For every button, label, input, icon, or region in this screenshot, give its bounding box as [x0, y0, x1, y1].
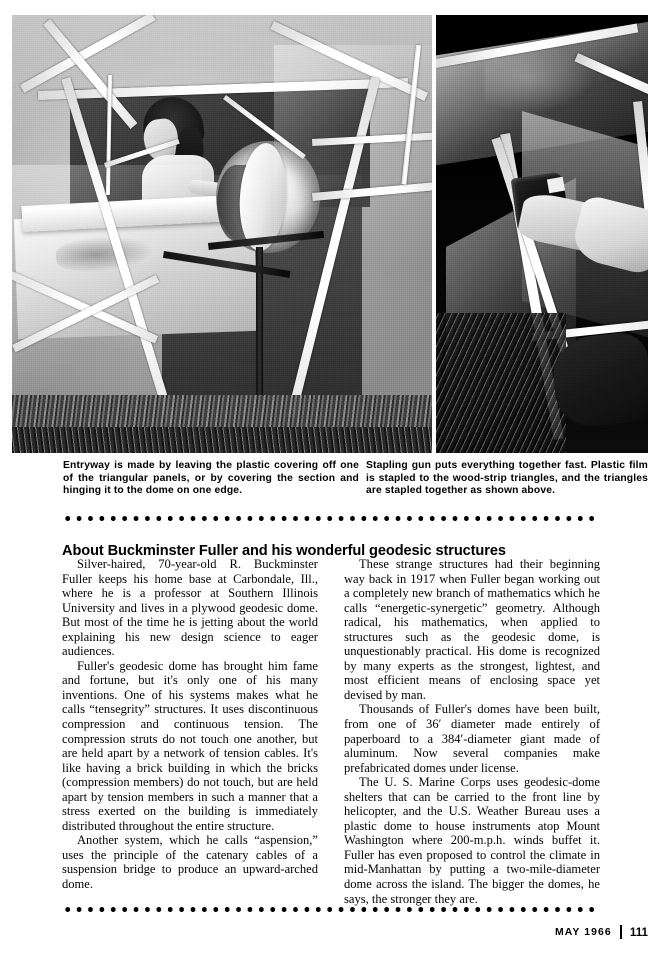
- caption-row: [12, 460, 648, 498]
- page-number: 111: [629, 925, 648, 939]
- caption-dome-interior: Entryway is made by leaving the plastic covering off one of the triangular panels, or by covering the section and hinging it to the dome on one edge.: [63, 460, 359, 497]
- dotted-rule-top: [62, 516, 598, 521]
- paragraph: The U. S. Marine Corps uses geodesic-dome shelters that can be carried to the front line by helicopter, and the U.S. Weather Bureau uses a plastic dome to house instruments atop Mount Washington where 200-m.p.h. winds buffet it. Fuller has even proposed to control the climate in mid-Manhattan by putting a two-mile-diameter dome across the island. The bigger the domes, he says, the stronger they are.: [344, 775, 600, 906]
- caption-stapling-gun: Stapling gun puts everything together fast. Plastic film is stapled to the wood-strip triangles, and the triangles are stapled together as shown above.: [366, 460, 648, 497]
- dotted-rule-bottom: [62, 907, 598, 912]
- paragraph: Another system, which he calls “aspension,” uses the principle of the catenary cables of a suspension bridge to produce an upward-arched dome.: [62, 833, 318, 892]
- paragraph: These strange structures had their beginning way back in 1917 when Fuller began working out a completely new branch of mathematics which he calls “energetic-synergetic” geometry. Although radical, his mathematics, when applied to structures such as the geodesic dome, is unquestionably practical. His dome is recognized by many experts as the strongest, lightest, and most efficient means of enclosing space yet devised by man.: [344, 557, 600, 702]
- page-footer: [555, 925, 648, 939]
- article-column-left: [62, 557, 318, 906]
- issue-date: MAY 1966: [554, 926, 612, 938]
- article-body: [62, 557, 600, 906]
- footer-divider: [620, 925, 622, 939]
- paragraph: Thousands of Fuller's domes have been built, from one of 36′ diameter made entirely of paperboard to a 384′-diameter giant made of aluminum. Now several companies make prefabricated domes under license.: [344, 702, 600, 775]
- ground-gravel-detail: [12, 427, 432, 453]
- photo-row: [12, 15, 648, 453]
- gravel-ground: [436, 313, 566, 453]
- stapling-gun-photo: [436, 15, 648, 453]
- dome-interior-photo: [12, 15, 432, 453]
- article-headline: About Buckminster Fuller and his wonderful geodesic structures: [62, 542, 506, 559]
- paragraph: Silver-haired, 70-year-old R. Buckminster Fuller keeps his home base at Carbondale, Ill., where he is a professor at Southern Illinois University and lives in a plywood geodesic dome. But most of the time he is jetting about the world explaining his new design science to eager audiences.: [62, 557, 318, 659]
- stapling-gun-highlight: [547, 177, 565, 194]
- paragraph: Fuller's geodesic dome has brought him fame and fortune, but it's only one of his many inventions. One of his systems makes what he calls “tensegrity” structures. It uses discontinuous compression and continuous tension. The compression struts do not touch one another, but are held apart by a network of tension cables. It's like having a brick building in which the bricks (compression members) do not touch, but are held apart by tension members in such a manner that a stress exerted on the building is immediately distributed throughout the entire structure.: [62, 658, 318, 833]
- article-column-right: [344, 557, 600, 906]
